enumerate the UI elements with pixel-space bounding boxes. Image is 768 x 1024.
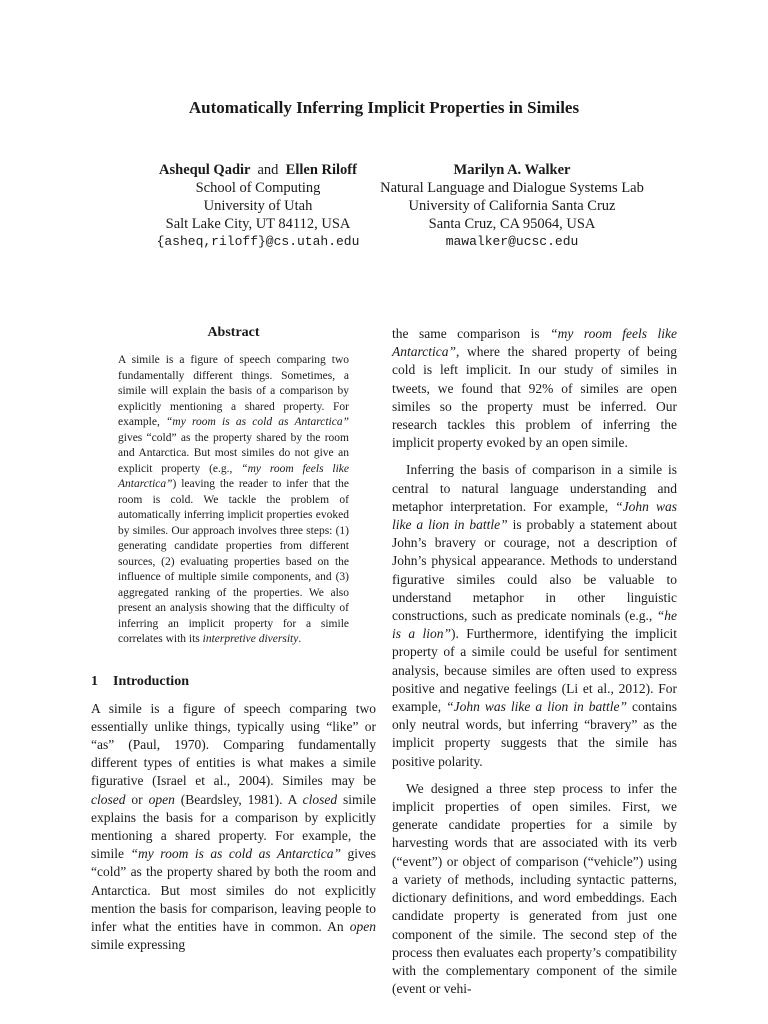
address-right: Santa Cruz, CA 95064, USA [428, 216, 596, 232]
author-name-riloff: Ellen Riloff [285, 162, 357, 178]
abstract-heading: Abstract [207, 325, 260, 340]
emphasis: closed [302, 791, 338, 807]
text-part: or [125, 791, 149, 807]
quote: “my room is as cold as Antarctica” [130, 846, 341, 862]
right-column [392, 325, 677, 998]
left-column [91, 325, 376, 954]
paper-title: Automatically Inferring Implicit Properties in Similes [188, 98, 580, 117]
email-right[interactable]: mawalker@ucsc.edu [445, 234, 579, 249]
quote: “he is a lion” [392, 608, 677, 642]
intro-paragraph [91, 700, 376, 955]
abstract-emphasis: interpretive diversity [202, 633, 299, 645]
emphasis: open [349, 918, 376, 934]
affiliation-right: Natural Language and Dialogue Systems Lab [380, 180, 644, 196]
section-number: 1 [91, 673, 98, 689]
text-part: ). Furthermore, identifying the implicit property of a simile could be useful for sentiment analysis, because similes are often used to express positive and negative feelings (Li et al., 2012). For example, [392, 626, 677, 715]
abstract-part: gives “cold” as the property shared by the room and Antarctica. But most similes do not give an explicit property (e.g., [118, 431, 349, 475]
text-part: (Beardsley, 1981). A [174, 791, 303, 807]
university-right: University of California Santa Cruz [408, 198, 616, 214]
author-name-qadir: Ashequl Qadir [159, 162, 251, 178]
text-part: the same comparison is [392, 326, 551, 341]
text-part: simile expressing [91, 937, 186, 953]
text-part: simile explains the basis for a comparison by explicitly mentioning a shared property. For example, the simile [91, 791, 377, 862]
text-part: is probably a statement about John’s bravery or courage, not a description of John’s physical appearance. Methods to understand figurative similes could also be valuable to understand metaphor in other linguistic constructions, such as predicate nominals (e.g., [392, 517, 677, 624]
author-block-left [120, 161, 396, 251]
right-paragraph-1 [392, 325, 677, 452]
author-block-right [372, 161, 652, 251]
address-left: Salt Lake City, UT 84112, USA [165, 216, 351, 232]
emphasis: open [148, 791, 175, 807]
text-part: , where the shared property of being cold is left implicit. In our study of similes in tweets, we found that 92% of similes are open similes so the property must be inferred. Our research tackles this problem of inferring the implicit property evoked by an open simile. [392, 344, 677, 451]
affiliation-left: School of Computing [195, 180, 321, 196]
author-names-left [120, 161, 396, 179]
text-part: contains only neutral words, but inferring “bravery” as the implicit property suggests that the simile has positive polarity. [392, 699, 677, 769]
quote: “John was like a lion in battle” [446, 699, 627, 715]
university-left: University of Utah [203, 198, 313, 214]
abstract-part: ) leaving the reader to infer that the room is cold. We tackle the problem of automatically inferring implicit properties evoked by similes. Our approach involves three steps: (1) generating candidate properties from different sources, (2) evaluating properties based on the influence of multiple simile components, and (3) aggregated ranking of the properties. We also present an analysis showing that the difficulty of inferring an implicit property for a simile correlates with its [118, 478, 349, 645]
quote: “my room feels like Antarctica” [392, 326, 677, 360]
abstract-quote: “my room is as cold as Antarctica” [166, 416, 349, 428]
quote: “John was like a lion in battle” [392, 498, 677, 533]
abstract-quote: “my room feels like Antarctica” [118, 462, 349, 490]
right-paragraph-3: We designed a three step process to infer the implicit properties of open similes. First, we generate candidate properties for a simile by harvesting words that are associated with its verb (“event”) or object of comparison (“vehicle”) using a variety of methods, including syntactic patterns, dictionary definitions, and word embeddings. Each candidate property is generated from just one component of the simile. The second step of the process then evaluates each property’s compatibility with the complementary component of the simile (event or vehi- [392, 780, 677, 997]
author-and: and [257, 162, 279, 178]
abstract-text [118, 353, 349, 648]
section-heading-introduction [91, 674, 376, 690]
abstract-part: A simile is a figure of speech comparing two fundamentally different things. Sometimes, a simile will explain the basis of a comparison by explicitly mentioning a shared property. For example, [118, 354, 349, 428]
author-name-walker: Marilyn A. Walker [453, 162, 571, 178]
abstract-part: . [298, 633, 302, 645]
text-part: A simile is a figure of speech comparing two essentially unlike things, typically using “like” or “as” (Paul, 1970). Comparing fundamentally different types of entities is what makes a simile figurative (Israel et al., 2004). Similes may be [91, 700, 376, 789]
email-left[interactable]: {asheq,riloff}@cs.utah.edu [156, 234, 360, 249]
text-part: gives “cold” as the property shared by both the room and Antarctica. But most similes do not explicitly mention the basis for comparison, leaving people to infer what the entities have in common. An [91, 846, 376, 934]
emphasis: closed [91, 791, 126, 807]
text-part: Inferring the basis of comparison in a simile is central to natural language understanding and metaphor interpretation. For example, [392, 462, 677, 514]
section-title: Introduction [113, 673, 189, 689]
right-paragraph-2 [392, 461, 677, 770]
